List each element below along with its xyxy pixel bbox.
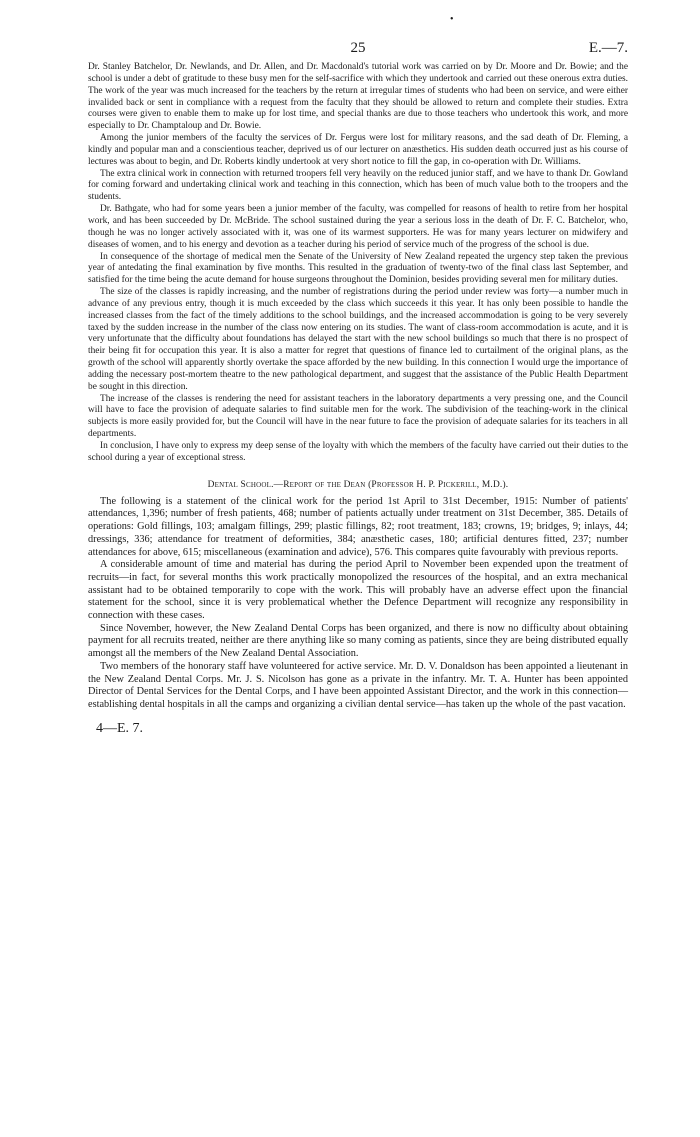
paragraph: In consequence of the shortage of medical men the Senate of the University of New Zealand repeated the urgency step taken the previous year of antedating the final examination by five months. This resulted in the graduation of twenty-two of the final class last September, and satisfied for the time being the acute demand for house surgeons throughout the Dominion, besides providing several men for military duties. <box>88 251 628 286</box>
paragraph: In conclusion, I have only to express my deep sense of the loyalty with which the members of the faculty have carried out their duties to the school during a year of exceptional stress. <box>88 441 628 463</box>
page-header <box>88 40 628 62</box>
printer-mark: • <box>450 14 454 25</box>
report-code: E.—7. <box>588 40 628 56</box>
sheet-signature: 4—E. 7. <box>96 720 144 736</box>
paragraph: The following is a statement of the clinical work for the period 1st April to 31st December, 1915: Number of patients' attendances, 1,396; number of fresh patients, 468; number of patients actually under treatment on 31st December, 385. Details of operations: Gold fillings, 103; amalgam fillings, 299; plastic fillings, 82; root treatment, 183; crowns, 19; bridges, 9; inlays, 44; dressings, 336; attendance for treatment of deformities, 384; anæsthetic cases, 180; artificial dentures fitted, 237; number attendances for above, 615; miscellaneous (examination and advice), 576. This compares quite favourably with previous reports. <box>88 495 628 558</box>
paragraph: A considerable amount of time and material has during the period April to November been expended upon the treatment of recruits—in fact, for several months this work practically monopolized the resources of the hospital, and an extra mechanical assistant had to be obtained temporarily to cope with the work. This will probably have an adverse effect upon the financial statement for the school, since it is very problematical whether the Defence Department will recognize any responsibility in connection with these cases. <box>88 559 628 622</box>
paragraph: Dr. Bathgate, who had for some years been a junior member of the faculty, was compelled for reasons of health to retire from her hospital work, and has been succeeded by Dr. McBride. The school sustained during the year a serious loss in the death of Dr. F. C. Batchelor, who, though he was no longer actively associated with it, was one of its warmest supporters. He was for many years lecturer on midwifery and diseases of women, and to his energy and devotion as a teacher during his period of service much of the progress of the school is due. <box>88 204 628 250</box>
section-subtitle: —Report of the Dean (Professor H. P. Pickerill, M.D.). <box>273 479 509 490</box>
paragraph: Among the junior members of the faculty the services of Dr. Fergus were lost for military reasons, and the sad death of Dr. Fleming, a kindly and popular man and a conscientious teacher, deprived us of our lecturer on anæsthetics. His sudden death occurred just as his course of lectures was about to begin, and Dr. Roberts kindly undertook at very short notice to fill the gap, in co-operation with Dr. Williams. <box>88 133 628 167</box>
document-page <box>88 40 628 737</box>
paragraph: Since November, however, the New Zealand Dental Corps has been organized, and there is now no difficulty about obtaining payment for all recruits treated, neither are there anything like so many coming as patients, since they are being distributed equally amongst all the members of the New Zealand Dental Association. <box>88 622 628 660</box>
section-title: Dental School. <box>207 479 274 490</box>
paragraph: The size of the classes is rapidly increasing, and the number of registrations during the period under review was forty—a number much in advance of any previous entry, though it is much exceeded by the class which succeeds it this year. It has only been possible to handle the increased classes from the fact of the timely additions to the school buildings, and the increased accommodation is going to be very severely taxed by the sudden increase in the number of the class now entering on its studies. The want of class-room accommodation is acute, and it is very unfortunate that the difficulty about foundations has delayed the start with the new school buildings so much that there is no prospect of their being fit for occupation this year. It is also a matter for regret that questions of finance led to curtailment of the original plans, as the growth of the school will apparently shortly overtake the space afforded by the new building. In this connection I would urge the importance of adding the necessary post-mortem theatre to the new pathological department, and suggest that the assistance of the Public Health Department be sought in this direction. <box>88 287 628 392</box>
paragraph: Dr. Stanley Batchelor, Dr. Newlands, and Dr. Allen, and Dr. Macdonald's tutorial work was carried on by Dr. Moore and Dr. Bowie; and the school is under a debt of gratitude to these busy men for the self-sacrifice with which they undertook and carried out these onerous extra duties. The work of the year was much increased for the teachers by the return at irregular times of students who had been on service, and were either invalided back or sent in compliance with a request from the faculty that they should be allowed to return and complete their studies. Extra courses were given to enable them to make up for lost time, and special thanks are due to those teachers who undertook this work, and more especially to Dr. Champtaloup and Dr. Bowie. <box>88 62 628 132</box>
paragraph: Two members of the honorary staff have volunteered for active service. Mr. D. V. Donaldson has been appointed a lieutenant in the New Zealand Dental Corps. Mr. J. S. Nicolson has gone as a private in the infantry. Mr. T. A. Hunter has been appointed Director of Dental Services for the Dental Corps, and I have been appointed Assistant Director, and the work in this connection—establishing dental hospitals in all the camps and organizing a civilian dental service—has taken up the whole of the past vacation. <box>88 660 628 710</box>
dental-school-heading <box>88 479 628 491</box>
page-number: 25 <box>350 40 366 56</box>
paragraph: The increase of the classes is rendering the need for assistant teachers in the laboratory departments a very pressing one, and the Council will have to face the provision of adequate salaries to find suitable men for the work. The subdivision of the teaching-work in the clinical subjects is more easily provided for, but the Council will have in the near future to face the provision of adequate salaries for its teachers in all departments. <box>88 393 628 440</box>
dental-school-report-body <box>88 496 628 712</box>
medical-school-report-body <box>88 62 628 465</box>
paragraph: The extra clinical work in connection with returned troopers fell very heavily on the reduced junior staff, and we have to thank Dr. Gowland for coming forward and undertaking clinical work and teaching in this connection, which has been of much value both to the troopers and the students. <box>88 168 628 203</box>
